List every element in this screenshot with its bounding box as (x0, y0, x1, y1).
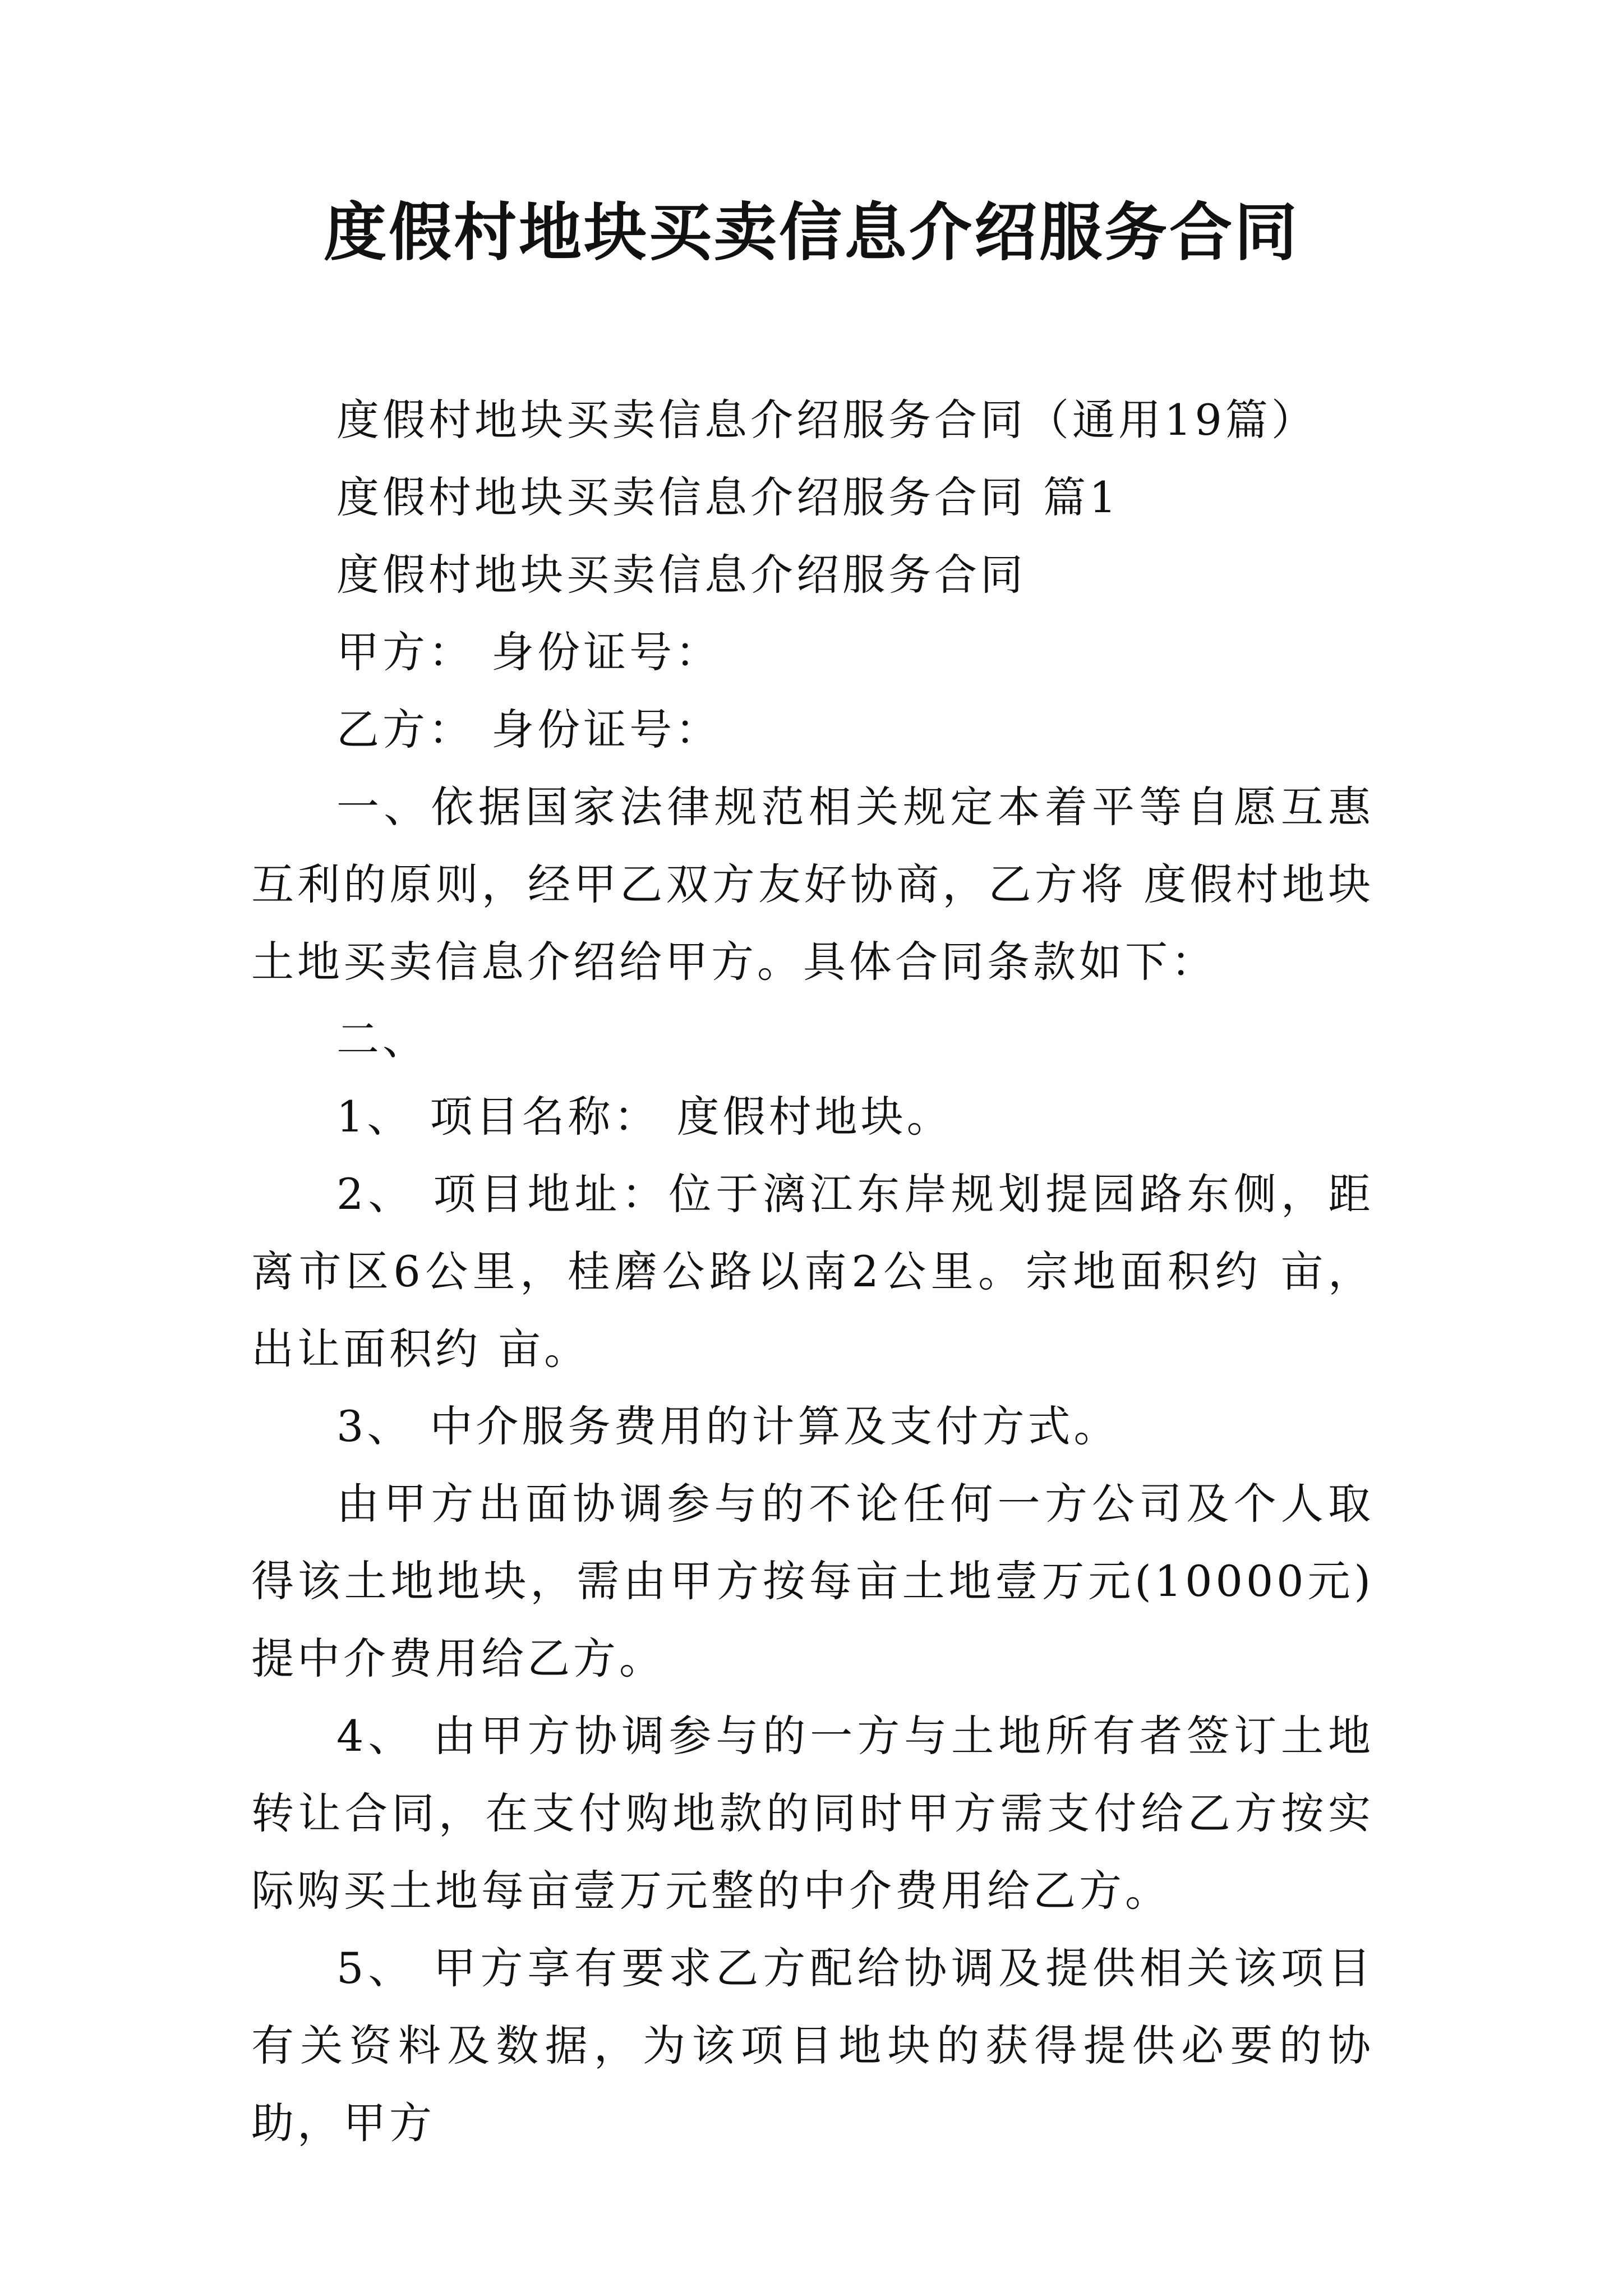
paragraph-item-1: 1、 项目名称： 度假村地块。 (336, 1092, 953, 1142)
paragraph-party-b: 乙方： 身份证号： (336, 705, 722, 754)
paragraph-clause-1: 一、依据国家法律规范相关规定本着平等自愿互惠互利的原则，经甲乙双方友好协商，乙方将 度假村地块 土地买卖信息介绍给甲方。具体合同条款如下： (251, 782, 1374, 987)
paragraph-party-a: 甲方： 身份证号： (336, 627, 722, 677)
document-body (251, 381, 1374, 2162)
paragraph-item-3: 3、 中介服务费用的计算及支付方式。 (336, 1401, 1120, 1451)
paragraph-contract-name: 度假村地块买卖信息介绍服务合同 (336, 550, 1026, 600)
paragraph-collection-title: 度假村地块买卖信息介绍服务合同（通用19篇） (336, 395, 1317, 445)
paragraph-fee-detail: 由甲方出面协调参与的不论任何一方公司及个人取得该土地地块，需由甲方按每亩土地壹万元(10000元)提中介费用给乙方。 (251, 1479, 1374, 1683)
paragraph-item-2: 2、 项目地址：位于漓江东岸规划提园路东侧，距离市区6公里，桂磨公路以南2公里。宗地面积约 亩，出让面积约 亩。 (251, 1169, 1374, 1374)
paragraph-clause-2: 二、 (336, 1014, 428, 1064)
paragraph-section-heading: 度假村地块买卖信息介绍服务合同 篇1 (336, 472, 1120, 522)
paragraph-item-4: 4、 由甲方协调参与的一方与土地所有者签订土地转让合同，在支付购地款的同时甲方需支付给乙方按实际购买土地每亩壹万元整的中介费用给乙方。 (251, 1711, 1374, 1916)
paragraph-item-5: 5、 甲方享有要求乙方配给协调及提供相关该项目有关资料及数据，为该项目地块的获得提供必要的协助，甲方 (251, 1943, 1374, 2148)
document-title: 度假村地块买卖信息介绍服务合同 (324, 196, 1299, 269)
